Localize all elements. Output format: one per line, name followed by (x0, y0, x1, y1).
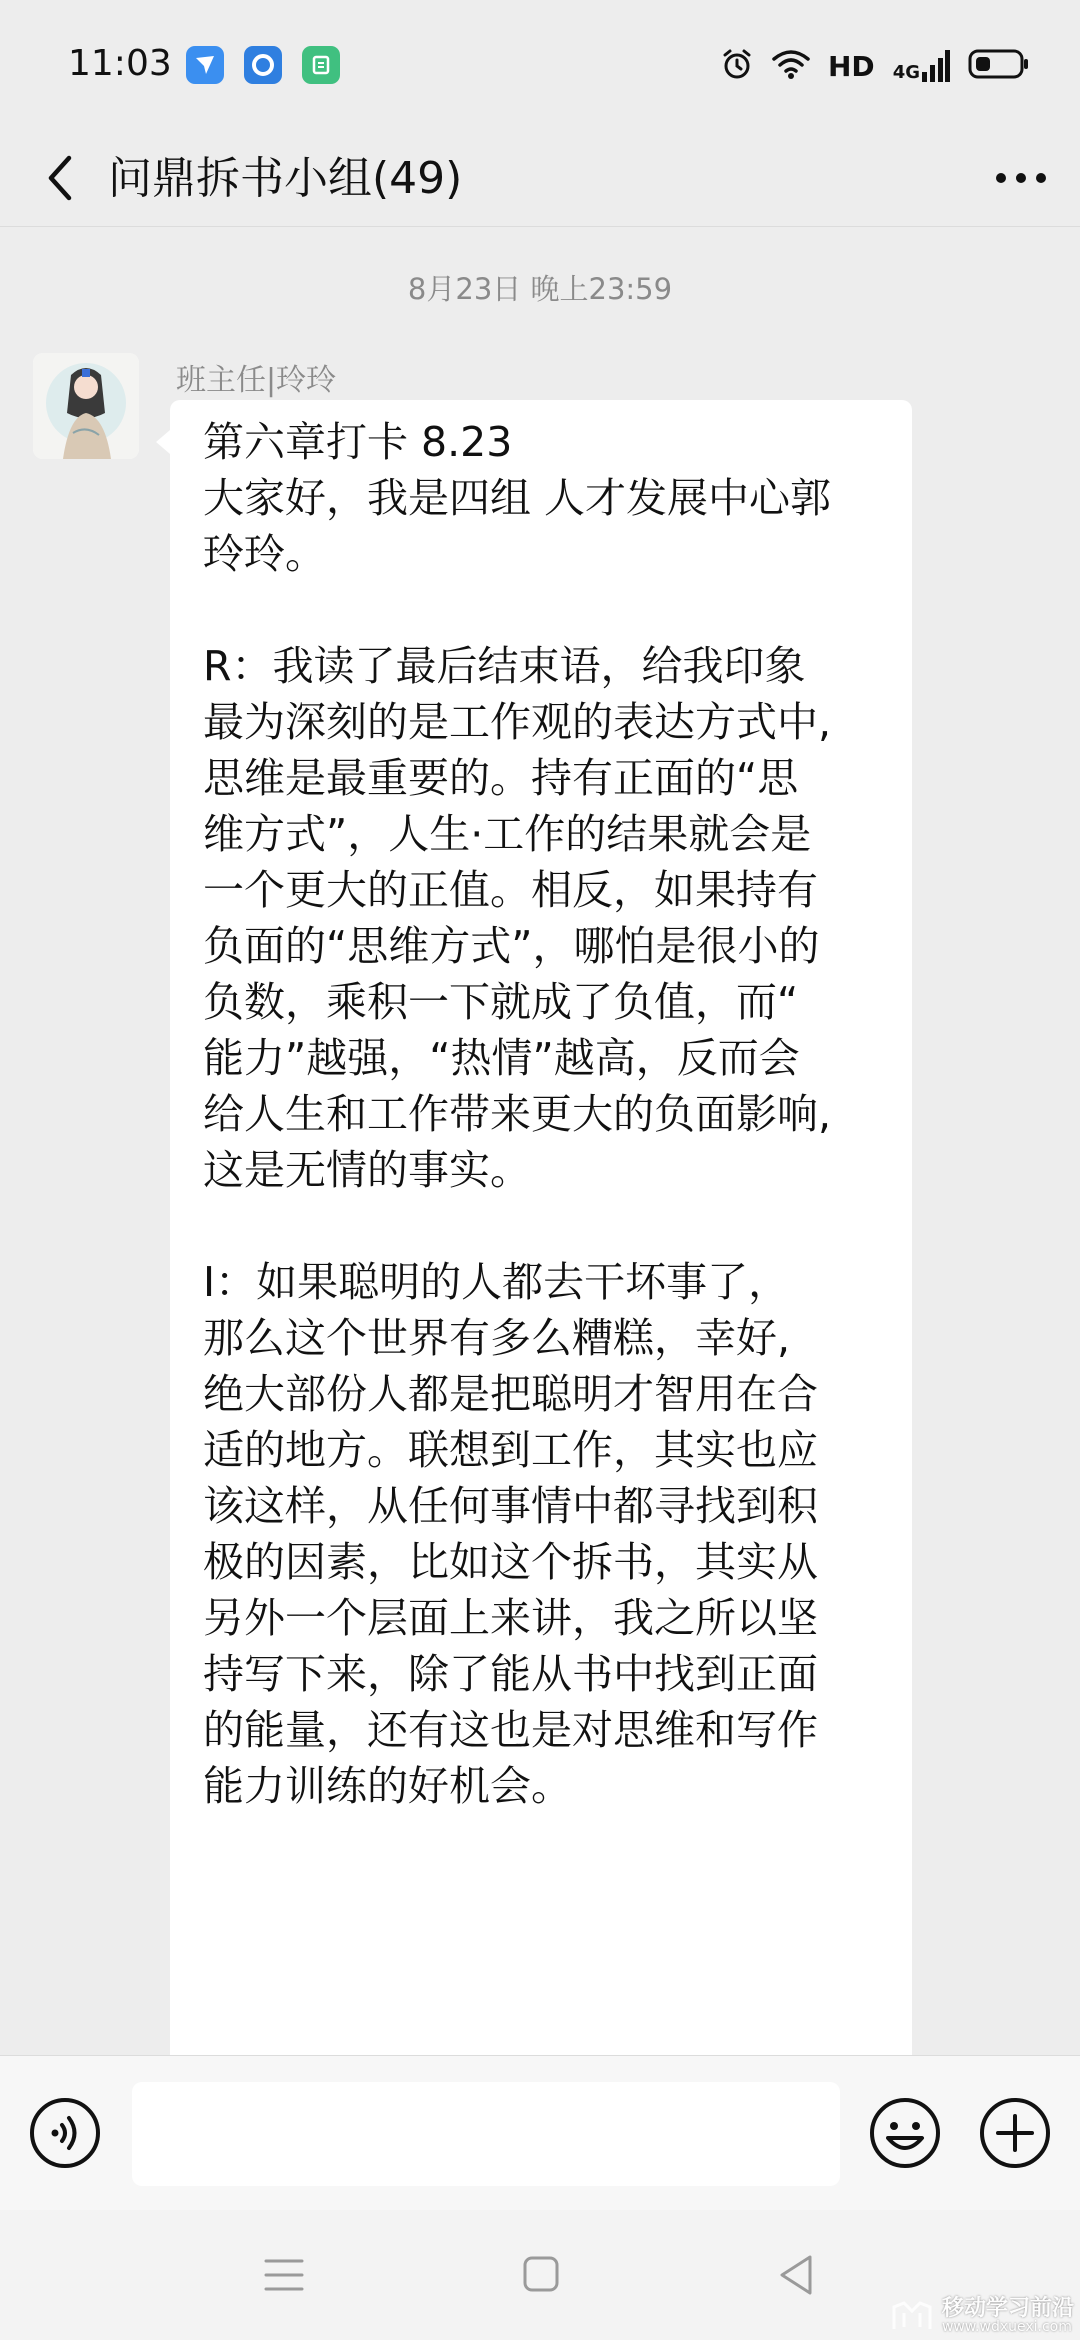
message-line: 维方式”，人生·工作的结果就会是 (203, 810, 812, 858)
message-line: 适的地方。联想到工作，其实也应 (203, 1426, 818, 1474)
menu-icon (262, 2255, 306, 2295)
message-bubble[interactable] (170, 400, 912, 2055)
emoji-button[interactable] (868, 2096, 942, 2170)
message-line: 另外一个层面上来讲，我之所以坚 (203, 1594, 818, 1642)
message-line: 负数，乘积一下就成了负值，而“ (203, 978, 799, 1026)
sender-name: 班主任|玲玲 (176, 363, 337, 398)
status-right (720, 44, 1030, 88)
avatar[interactable] (33, 353, 139, 459)
home-icon (522, 2255, 560, 2293)
message-line: 负面的“思维方式”，哪怕是很小的 (203, 922, 820, 970)
app-store-icon (302, 46, 340, 84)
message-line: 的能量，还有这也是对思维和写作 (203, 1706, 818, 1754)
message-line: 一个更大的正值。相反，如果持有 (203, 866, 818, 914)
message-timestamp: 8月23日 晚上23:59 (407, 272, 673, 306)
network-label: 4G (892, 62, 920, 83)
chat-title: 问鼎拆书小组(49) (108, 153, 463, 204)
watermark-logo-icon (890, 2299, 934, 2333)
status-app-icons (186, 46, 340, 84)
watermark-text (942, 2298, 1074, 2334)
signal-icon (893, 50, 950, 82)
plus-icon (978, 2096, 1052, 2170)
feishu-icon (186, 46, 224, 84)
watermark-title: 移动学习前沿 (941, 2296, 1074, 2321)
nav-home-button[interactable] (522, 2255, 560, 2293)
message-line: 该这样，从任何事情中都寻找到积 (203, 1482, 818, 1530)
wifi-icon (772, 48, 810, 84)
message-line: R：我读了最后结束语，给我印象 (203, 642, 806, 690)
status-bar (0, 0, 1080, 130)
alarm-icon (720, 47, 754, 85)
message-line: 最为深刻的是工作观的表达方式中, (203, 698, 832, 746)
watermark-url: www.wdxuexi.com (941, 2319, 1072, 2335)
message-line: 极的因素，比如这个拆书，其实从 (203, 1538, 818, 1586)
message-line: 这是无情的事实。 (203, 1146, 531, 1194)
more-dots-icon (995, 172, 1047, 184)
browser-icon (244, 46, 282, 84)
message-line: 大家好，我是四组 人才发展中心郭 (203, 474, 832, 522)
back-triangle-icon (776, 2253, 816, 2297)
nav-back-button[interactable] (776, 2253, 816, 2297)
message-line: 绝大部份人都是把聪明才智用在合 (203, 1370, 818, 1418)
message-line: I：如果聪明的人都去干坏事了， (203, 1258, 790, 1306)
message-line: 第六章打卡 8.23 (203, 418, 513, 466)
avatar-illustration-icon (33, 353, 139, 459)
message-line: 思维是最重要的。持有正面的“思 (203, 754, 799, 802)
message-input[interactable] (132, 2082, 840, 2186)
chat-header (0, 130, 1080, 227)
message-line: 能力训练的好机会。 (203, 1762, 572, 1810)
emoji-icon (868, 2096, 942, 2170)
battery-icon (968, 49, 1030, 83)
input-bar (0, 2055, 1080, 2211)
plus-button[interactable] (978, 2096, 1052, 2170)
message-list[interactable] (0, 227, 1080, 2055)
message-line: 给人生和工作带来更大的负面影响, (203, 1090, 832, 1138)
message-line: 持写下来，除了能从书中找到正面 (203, 1650, 818, 1698)
message-blank-line (203, 1198, 884, 1254)
back-button[interactable] (30, 148, 90, 208)
hd-label: HD (828, 49, 875, 83)
watermark (890, 2298, 1074, 2334)
nav-menu-button[interactable] (262, 2255, 306, 2295)
system-navigation-bar (0, 2210, 1080, 2340)
voice-button[interactable] (28, 2096, 102, 2170)
status-time: 11:03 (68, 43, 172, 84)
chevron-left-icon (45, 154, 75, 202)
message-line: 玲玲。 (203, 530, 326, 578)
voice-icon (28, 2096, 102, 2170)
message-line: 那么这个世界有多么糟糕，幸好, (203, 1314, 791, 1362)
message-line: 能力”越强，“热情”越高，反而会 (203, 1034, 800, 1082)
more-button[interactable] (988, 148, 1054, 208)
message-blank-line (203, 582, 884, 638)
